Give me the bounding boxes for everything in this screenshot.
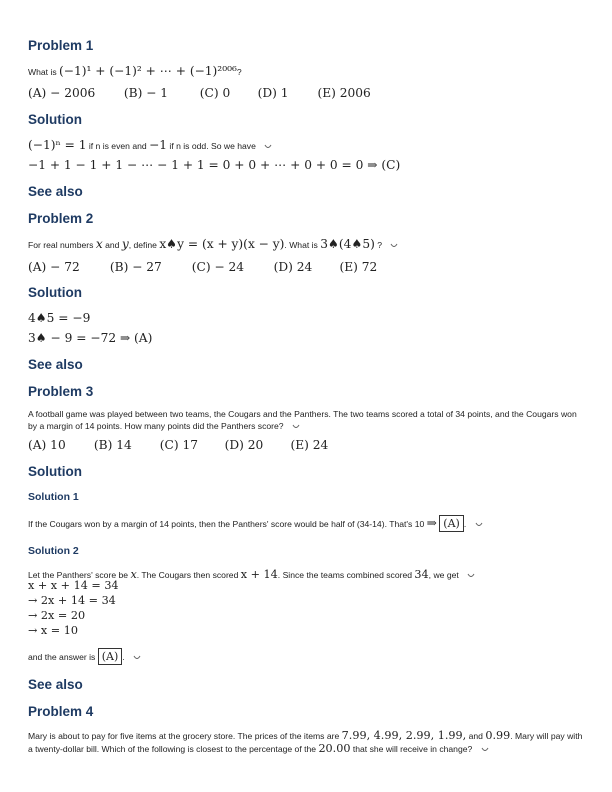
problem-1-solution-line-1 <box>28 138 272 152</box>
problem-1-see-also[interactable]: See also <box>28 184 83 199</box>
choice-d[interactable]: (D) 20 <box>224 438 264 452</box>
q-text-3: , define <box>128 240 157 250</box>
s2-text-4: , we get <box>428 570 459 580</box>
problem-2-solution-line-2: 3♠ − 9 = −72 ⇒ (A) <box>28 331 153 345</box>
solution-2-equations <box>28 578 119 638</box>
problem-1-solution-line-2: −1 + 1 − 1 + 1 − ⋯ − 1 + 1 = 0 + 0 + ⋯ + 0 + 0 = 0 ⇒ (C) <box>28 158 401 172</box>
edit-icon[interactable] <box>133 655 141 660</box>
problem-3-solution-heading: Solution <box>28 464 82 479</box>
s2-text-2: . The Cougars then scored <box>136 570 239 580</box>
choice-c[interactable]: (C) − 24 <box>191 260 245 274</box>
q-text-5: ? <box>377 240 383 250</box>
choice-e[interactable]: (E) 24 <box>290 438 329 452</box>
s1-end: . <box>463 519 467 529</box>
problem-2-heading: Problem 2 <box>28 211 94 226</box>
choice-b[interactable]: (B) 14 <box>93 438 132 452</box>
question-expression: (−1)¹ + (−1)² + ⋯ + (−1)²⁰⁰⁶ <box>59 64 237 78</box>
equation-line: → 2x + 14 = 34 <box>28 594 116 607</box>
equation-line: → x = 10 <box>28 624 78 637</box>
problem-2-question <box>28 237 398 251</box>
choice-e[interactable]: (E) 2006 <box>317 86 371 100</box>
edit-icon[interactable] <box>475 522 483 527</box>
choice-b[interactable]: (B) − 27 <box>109 260 162 274</box>
problem-3-heading: Problem 3 <box>28 384 94 399</box>
edit-icon[interactable] <box>481 747 489 752</box>
solution-2-answer <box>28 650 141 663</box>
choice-a[interactable]: (A) − 2006 <box>28 86 96 100</box>
q-definition: x♠y = (x + y)(x − y) <box>159 237 285 251</box>
s2-answer-box: (A) <box>98 648 123 665</box>
q-and: and <box>468 731 483 741</box>
s1-answer-box: (A) <box>439 515 464 532</box>
q-expression: 3♠(4♠5) <box>320 237 375 251</box>
q-prices: 7.99, 4.99, 2.99, 1.99, <box>341 729 467 742</box>
choice-c[interactable]: (C) 0 <box>199 86 231 100</box>
problem-2-solution-heading: Solution <box>28 285 82 300</box>
problem-1-solution-heading: Solution <box>28 112 82 127</box>
s2-var-x: x <box>130 568 137 581</box>
edit-icon[interactable] <box>467 573 475 578</box>
question-text: A football game was played between two teams, the Cougars and the Panthers. The two teams scored a total of 34 points, and the Cougars won by a margin of 14 points. How many points did the Panthers score? <box>28 409 577 431</box>
s2-total: 34 <box>414 568 429 581</box>
edit-icon[interactable] <box>264 144 272 149</box>
q-text-2: . Mary will pay with a twenty-dollar bill. Which of the following is closest to the percentage of the <box>28 731 583 754</box>
s1-body: If the Cougars won by a margin of 14 points, then the Panthers' score would be half of (34-14). That's 10 <box>28 519 425 529</box>
choice-a[interactable]: (A) 10 <box>28 438 66 452</box>
choice-d[interactable]: (D) 1 <box>257 86 289 100</box>
problem-1-heading: Problem 1 <box>28 38 94 53</box>
problem-4-question <box>28 730 588 755</box>
s2-text-3: . Since the teams combined scored <box>277 570 413 580</box>
s2-expr: x + 14 <box>240 568 278 581</box>
solution-1-heading: Solution 1 <box>28 491 79 503</box>
s2-end: . <box>122 652 125 662</box>
q-text-1: Mary is about to pay for five items at the grocery store. The prices of the items are <box>28 731 340 741</box>
sol-expression-2: −1 <box>149 138 168 152</box>
problem-3-question <box>28 409 588 432</box>
problem-3-choices <box>28 438 328 452</box>
equation-line: → 2x = 20 <box>28 609 86 622</box>
problem-1-choices <box>28 86 371 100</box>
q-bill: 20.00 <box>318 741 351 755</box>
choice-a[interactable]: (A) − 72 <box>28 260 80 274</box>
equation-line: x + x + 14 = 34 <box>28 579 119 592</box>
sol-text-2: if n is odd. So we have <box>169 141 256 151</box>
q-text-3: that she will receive in change? <box>352 743 473 754</box>
choice-e[interactable]: (E) 72 <box>339 260 378 274</box>
problem-2-see-also[interactable]: See also <box>28 357 83 372</box>
q-text-2: and <box>105 240 120 250</box>
s2-answer-text: and the answer is <box>28 652 96 662</box>
problem-4-heading: Problem 4 <box>28 704 94 719</box>
choice-d[interactable]: (D) 24 <box>273 260 313 274</box>
choice-c[interactable]: (C) 17 <box>159 438 198 452</box>
solution-2-heading: Solution 2 <box>28 545 79 557</box>
question-suffix: ? <box>236 67 242 77</box>
s1-arrow: ⇒ <box>426 516 437 530</box>
problem-1-question <box>28 64 242 78</box>
q-last-price: 0.99 <box>485 729 511 742</box>
sol-text-1: if n is even and <box>88 141 147 151</box>
q-var-y: y <box>121 237 129 251</box>
sol-expression-1: (−1)ⁿ = 1 <box>28 138 87 152</box>
edit-icon[interactable] <box>390 243 398 248</box>
choice-b[interactable]: (B) − 1 <box>123 86 169 100</box>
question-prefix: What is <box>28 67 57 77</box>
problem-2-solution-line-1: 4♠5 = −9 <box>28 311 91 325</box>
q-text-1: For real numbers <box>28 240 94 250</box>
s2-text-1: Let the Panthers' score be <box>28 570 129 580</box>
problem-2-choices <box>28 260 377 274</box>
solution-1-text <box>28 516 483 530</box>
q-var-x: x <box>95 237 103 251</box>
q-text-4: . What is <box>284 240 318 250</box>
problem-3-see-also[interactable]: See also <box>28 677 83 692</box>
edit-icon[interactable] <box>292 424 300 429</box>
